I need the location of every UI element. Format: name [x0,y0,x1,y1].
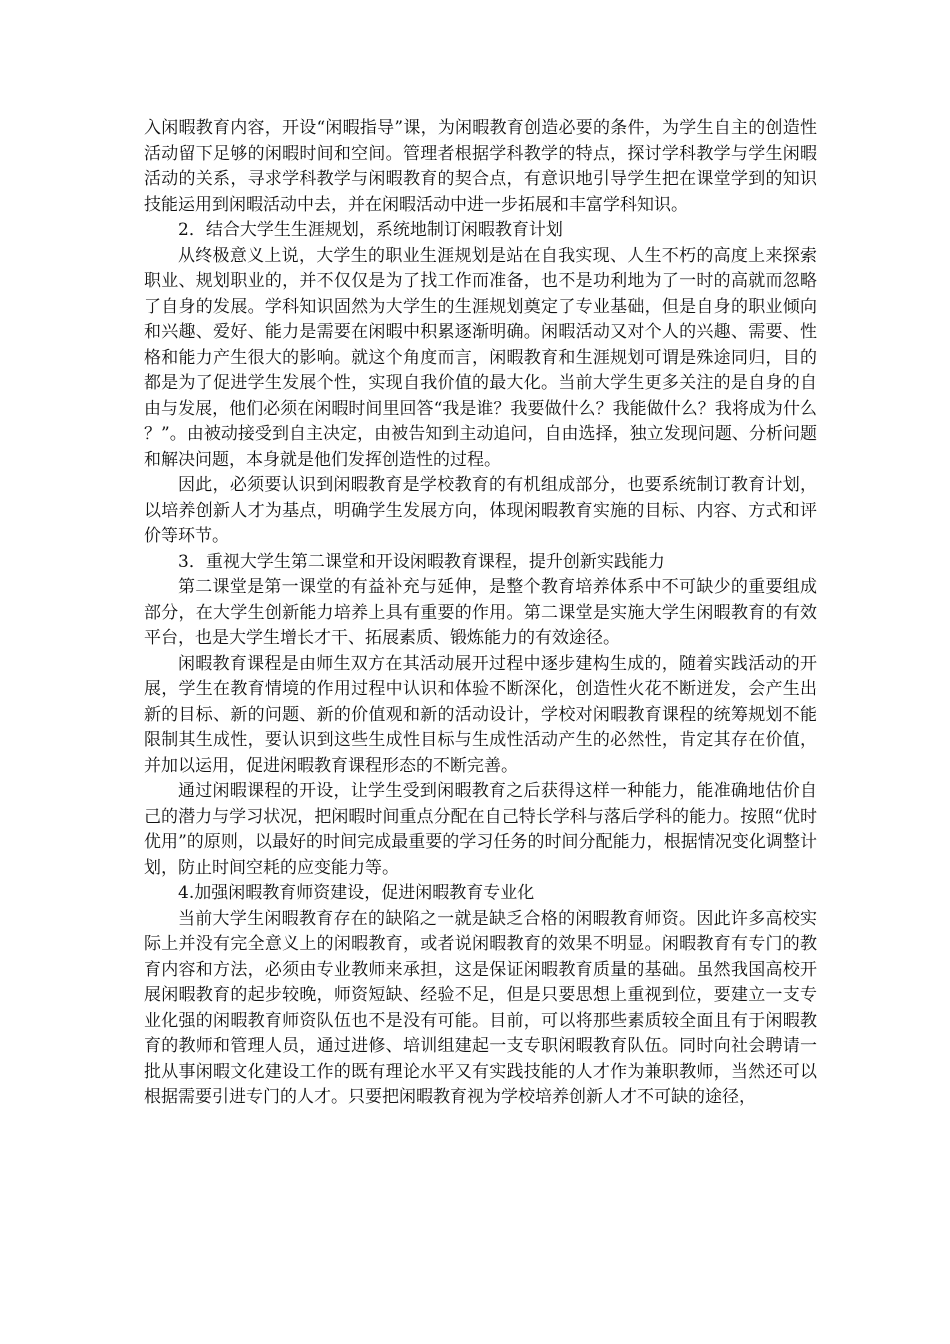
section-heading-4: 4.加强闲暇教育师资建设，促进闲暇教育专业化 [178,883,535,903]
paragraph-education-plan: 因此，必须要认识到闲暇教育是学校教育的有机组成部分，也要系统制订教育计划，以培养创新人才为基点，明确学生发展方向，体现闲暇教育实施的目标、内容、方式和评价等环节。 [144,475,817,546]
document-page [144,116,817,1111]
paragraph-teacher-development: 当前大学生闲暇教育存在的缺陷之一就是缺乏合格的闲暇教育师资。因此许多高校实际上并没有完全意义上的闲暇教育，或者说闲暇教育的效果不明显。闲暇教育有专门的教育内容和方法，必须由专业教师来承担，这是保证闲暇教育质量的基础。虽然我国高校开展闲暇教育的起步较晚，师资短缺、经验不足，但是只要思想上重视到位，要建立一支专业化强的闲暇教育师资队伍也不是没有可能。目前，可以将那些素质较全面且有于闲暇教育的教师和管理人员，通过进修、培训组建起一支专职闲暇教育队伍。同时向社会聘请一批从事闲暇文化建设工作的既有理论水平又有实践技能的人才作为兼职教师，当然还可以根据需要引进专门的人才。只要把闲暇教育视为学校培养创新人才不可缺的途径， [144,908,817,1107]
paragraph-course-outcomes: 通过闲暇课程的开设，让学生受到闲暇教育之后获得这样一种能力，能准确地估价自己的潜力与学习状况，把闲暇时间重点分配在自己特长学科与落后学科的能力。按照“优时优用”的原则，以最好的时间完成最重要的学习任务的时间分配能力，根据情况变化调整计划，防止时间空耗的应变能力等。 [144,781,817,878]
paragraph-second-classroom: 第二课堂是第一课堂的有益补充与延伸，是整个教育培养体系中不可缺少的重要组成部分，在大学生创新能力培养上具有重要的作用。第二课堂是实施大学生闲暇教育的有效平台，也是大学生增长才干、拓展素质、锻炼能力的有效途径。 [144,577,817,648]
paragraph-leisure-curriculum: 闲暇教育课程是由师生双方在其活动展开过程中逐步建构生成的，随着实践活动的开展，学生在教育情境的作用过程中认识和体验不断深化，创造性火花不断迸发，会产生出新的目标、新的问题、新的价值观和新的活动设计，学校对闲暇教育课程的统筹规划不能限制其生成性，要认识到这些生成性目标与生成性活动产生的必然性，肯定其存在价值，并加以运用，促进闲暇教育课程形态的不断完善。 [144,653,817,776]
section-heading-3: 3．重视大学生第二课堂和开设闲暇教育课程，提升创新实践能力 [178,551,665,572]
section-heading-2: 2．结合大学生生涯规划，系统地制订闲暇教育计划 [178,220,563,240]
paragraph-continuation: 入闲暇教育内容，开设“闲暇指导”课，为闲暇教育创造必要的条件，为学生自主的创造性活动留下足够的闲暇时间和空间。管理者根据学科教学的特点，探讨学科教学与学生闲暇活动的关系，寻求学科教学与闲暇教育的契合点，有意识地引导学生把在课堂学到的知识技能运用到闲暇活动中去，并在闲暇活动中进一步拓展和丰富学科知识。 [144,118,817,215]
paragraph-career-planning: 从终极意义上说，大学生的职业生涯规划是站在自我实现、人生不朽的高度上来探索职业、规划职业的，并不仅仅是为了找工作而准备，也不是功利地为了一时的高就而忽略了自身的发展。学科知识固然为大学生的生涯规划奠定了专业基础，但是自身的职业倾向和兴趣、爱好、能力是需要在闲暇中积累逐渐明确。闲暇活动又对个人的兴趣、需要、性格和能力产生很大的影响。就这个角度而言，闲暇教育和生涯规划可谓是殊途同归，目的都是为了促进学生发展个性，实现自我价值的最大化。当前大学生更多关注的是自身的自由与发展，他们必须在闲暇时间里回答“我是谁？我要做什么？我能做什么？我将成为什么？”。由被动接受到自主决定，由被告知到主动追问，自由选择，独立发现问题、分析问题和解决问题，本身就是他们发挥创造性的过程。 [144,245,817,470]
